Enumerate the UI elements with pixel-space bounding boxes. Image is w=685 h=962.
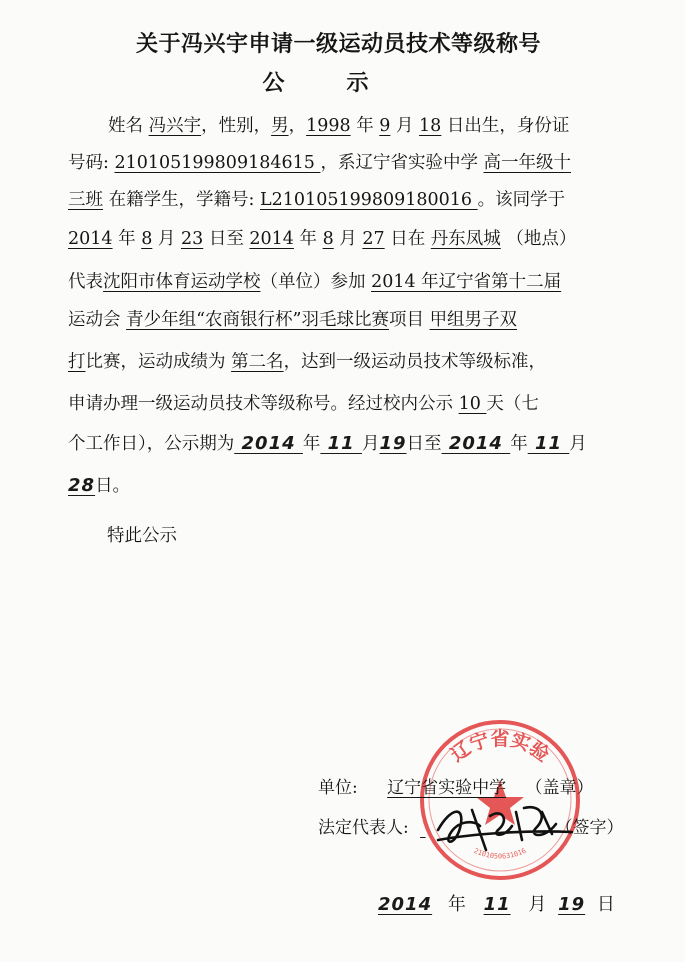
body-line xyxy=(108,112,569,137)
date-year: 2014 xyxy=(378,894,433,915)
body-text: 年 xyxy=(350,116,380,136)
body-text: 月 xyxy=(152,229,181,249)
document-title: 关于冯兴宇申请一级运动员技术等级称号 xyxy=(135,32,541,57)
closing-text: 特此公示 xyxy=(107,526,177,546)
filled-field: 高一年级十 xyxy=(483,153,572,173)
body-text: 在籍学生，学籍号: xyxy=(103,190,261,210)
filled-field: 2014 xyxy=(68,229,113,249)
body-text: 日。 xyxy=(95,476,131,496)
filled-field: 19 xyxy=(379,433,407,454)
filled-field: 18 xyxy=(419,116,442,136)
filled-field: 210105199809184615 xyxy=(114,153,321,173)
filled-field: 青少年组“农商银行杯”羽毛球比赛 xyxy=(126,310,389,330)
signing-date xyxy=(368,890,615,916)
body-text: 月 xyxy=(333,229,363,249)
body-text: 日至 xyxy=(203,229,250,249)
filled-field: 甲组男子双 xyxy=(429,310,518,330)
body-line xyxy=(68,348,546,373)
body-text: 比赛，运动成绩为 xyxy=(85,352,232,372)
filled-field: 8 xyxy=(322,229,334,249)
filled-field: 2014 xyxy=(249,229,294,249)
body-text: 年 xyxy=(293,229,323,249)
body-line xyxy=(68,225,576,250)
body-text: 年 xyxy=(302,434,321,454)
filled-field: 沈阳市体育运动学校 xyxy=(103,272,261,292)
body-text: ，达到一级运动员技术等级标准， xyxy=(283,352,547,372)
seal-text-bottom: 2101050631016 xyxy=(472,846,528,861)
filled-field: 打 xyxy=(68,352,86,372)
handwritten-signature xyxy=(432,790,582,858)
body-text: （单位）参加 xyxy=(260,272,372,292)
body-line xyxy=(68,472,130,497)
representative-suffix: （签字） xyxy=(555,818,624,838)
body-text: （地点） xyxy=(500,229,577,249)
filled-field: L210105199809180016 xyxy=(260,190,478,210)
body-text: 号码: xyxy=(68,153,115,173)
filled-field: 11 xyxy=(527,433,570,454)
filled-field: 9 xyxy=(379,116,391,136)
body-text: 。该同学于 xyxy=(477,190,566,210)
body-line xyxy=(68,186,565,211)
document-subtitle: 公示 xyxy=(262,71,431,96)
filled-field: 丹东凤城 xyxy=(430,229,501,249)
body-text: 日至 xyxy=(406,434,442,454)
unit-suffix: （盖章） xyxy=(525,778,594,798)
body-line xyxy=(68,149,571,174)
body-text: ，系辽宁省实验中学 xyxy=(320,153,484,173)
body-text: 年 xyxy=(510,434,528,454)
filled-field: 8 xyxy=(141,229,153,249)
body-text: 项目 xyxy=(388,310,430,330)
date-day-char: 日 xyxy=(596,894,615,915)
filled-field: 28 xyxy=(68,475,96,496)
body-text: 月 xyxy=(361,434,380,454)
seal-text-top: 辽宁省实验 xyxy=(446,728,554,767)
body-text: 日在 xyxy=(384,229,431,249)
body-line xyxy=(68,306,517,331)
body-line xyxy=(68,430,587,455)
body-text: 运动会 xyxy=(68,310,127,330)
body-text: 年 xyxy=(112,229,142,249)
filled-field: 三班 xyxy=(68,190,103,210)
filled-field: 23 xyxy=(180,229,204,249)
date-month-char: 月 xyxy=(528,894,547,915)
body-text: 申请办理一级运动员技术等级称号。经过校内公示 xyxy=(68,394,459,414)
unit-value: 辽宁省实验中学 xyxy=(387,778,507,798)
body-text: 月 xyxy=(569,434,587,454)
body-text: 姓名 xyxy=(108,116,149,136)
body-line xyxy=(68,268,561,293)
body-text: 代表 xyxy=(68,272,103,292)
body-text: 个工作日），公示期为 xyxy=(68,434,235,454)
filled-field: 男 xyxy=(271,116,289,136)
body-text: 月 xyxy=(390,116,420,136)
representative-label: 法定代表人: xyxy=(318,818,409,838)
unit-label: 单位: xyxy=(318,778,358,798)
date-year-char: 年 xyxy=(447,894,466,915)
filled-field: 1998 xyxy=(306,116,351,136)
filled-field: 第二名 xyxy=(231,352,284,372)
body-text: 日出生，身份证 xyxy=(441,116,570,136)
filled-field: 2014 年辽宁省第十二届 xyxy=(371,272,562,292)
filled-field: 10 xyxy=(458,394,487,414)
date-day: 19 xyxy=(558,894,586,915)
body-line xyxy=(68,390,539,415)
filled-field: 2014 xyxy=(441,433,511,454)
filled-field: 2014 xyxy=(234,433,303,454)
date-month: 11 xyxy=(483,894,511,915)
filled-field: 27 xyxy=(362,229,385,249)
filled-field: 11 xyxy=(320,433,362,454)
body-text: 天（七 xyxy=(486,394,539,414)
filled-field: 冯兴宇 xyxy=(148,116,202,136)
body-text: ， xyxy=(288,116,307,136)
body-text: ，性别， xyxy=(201,116,272,136)
